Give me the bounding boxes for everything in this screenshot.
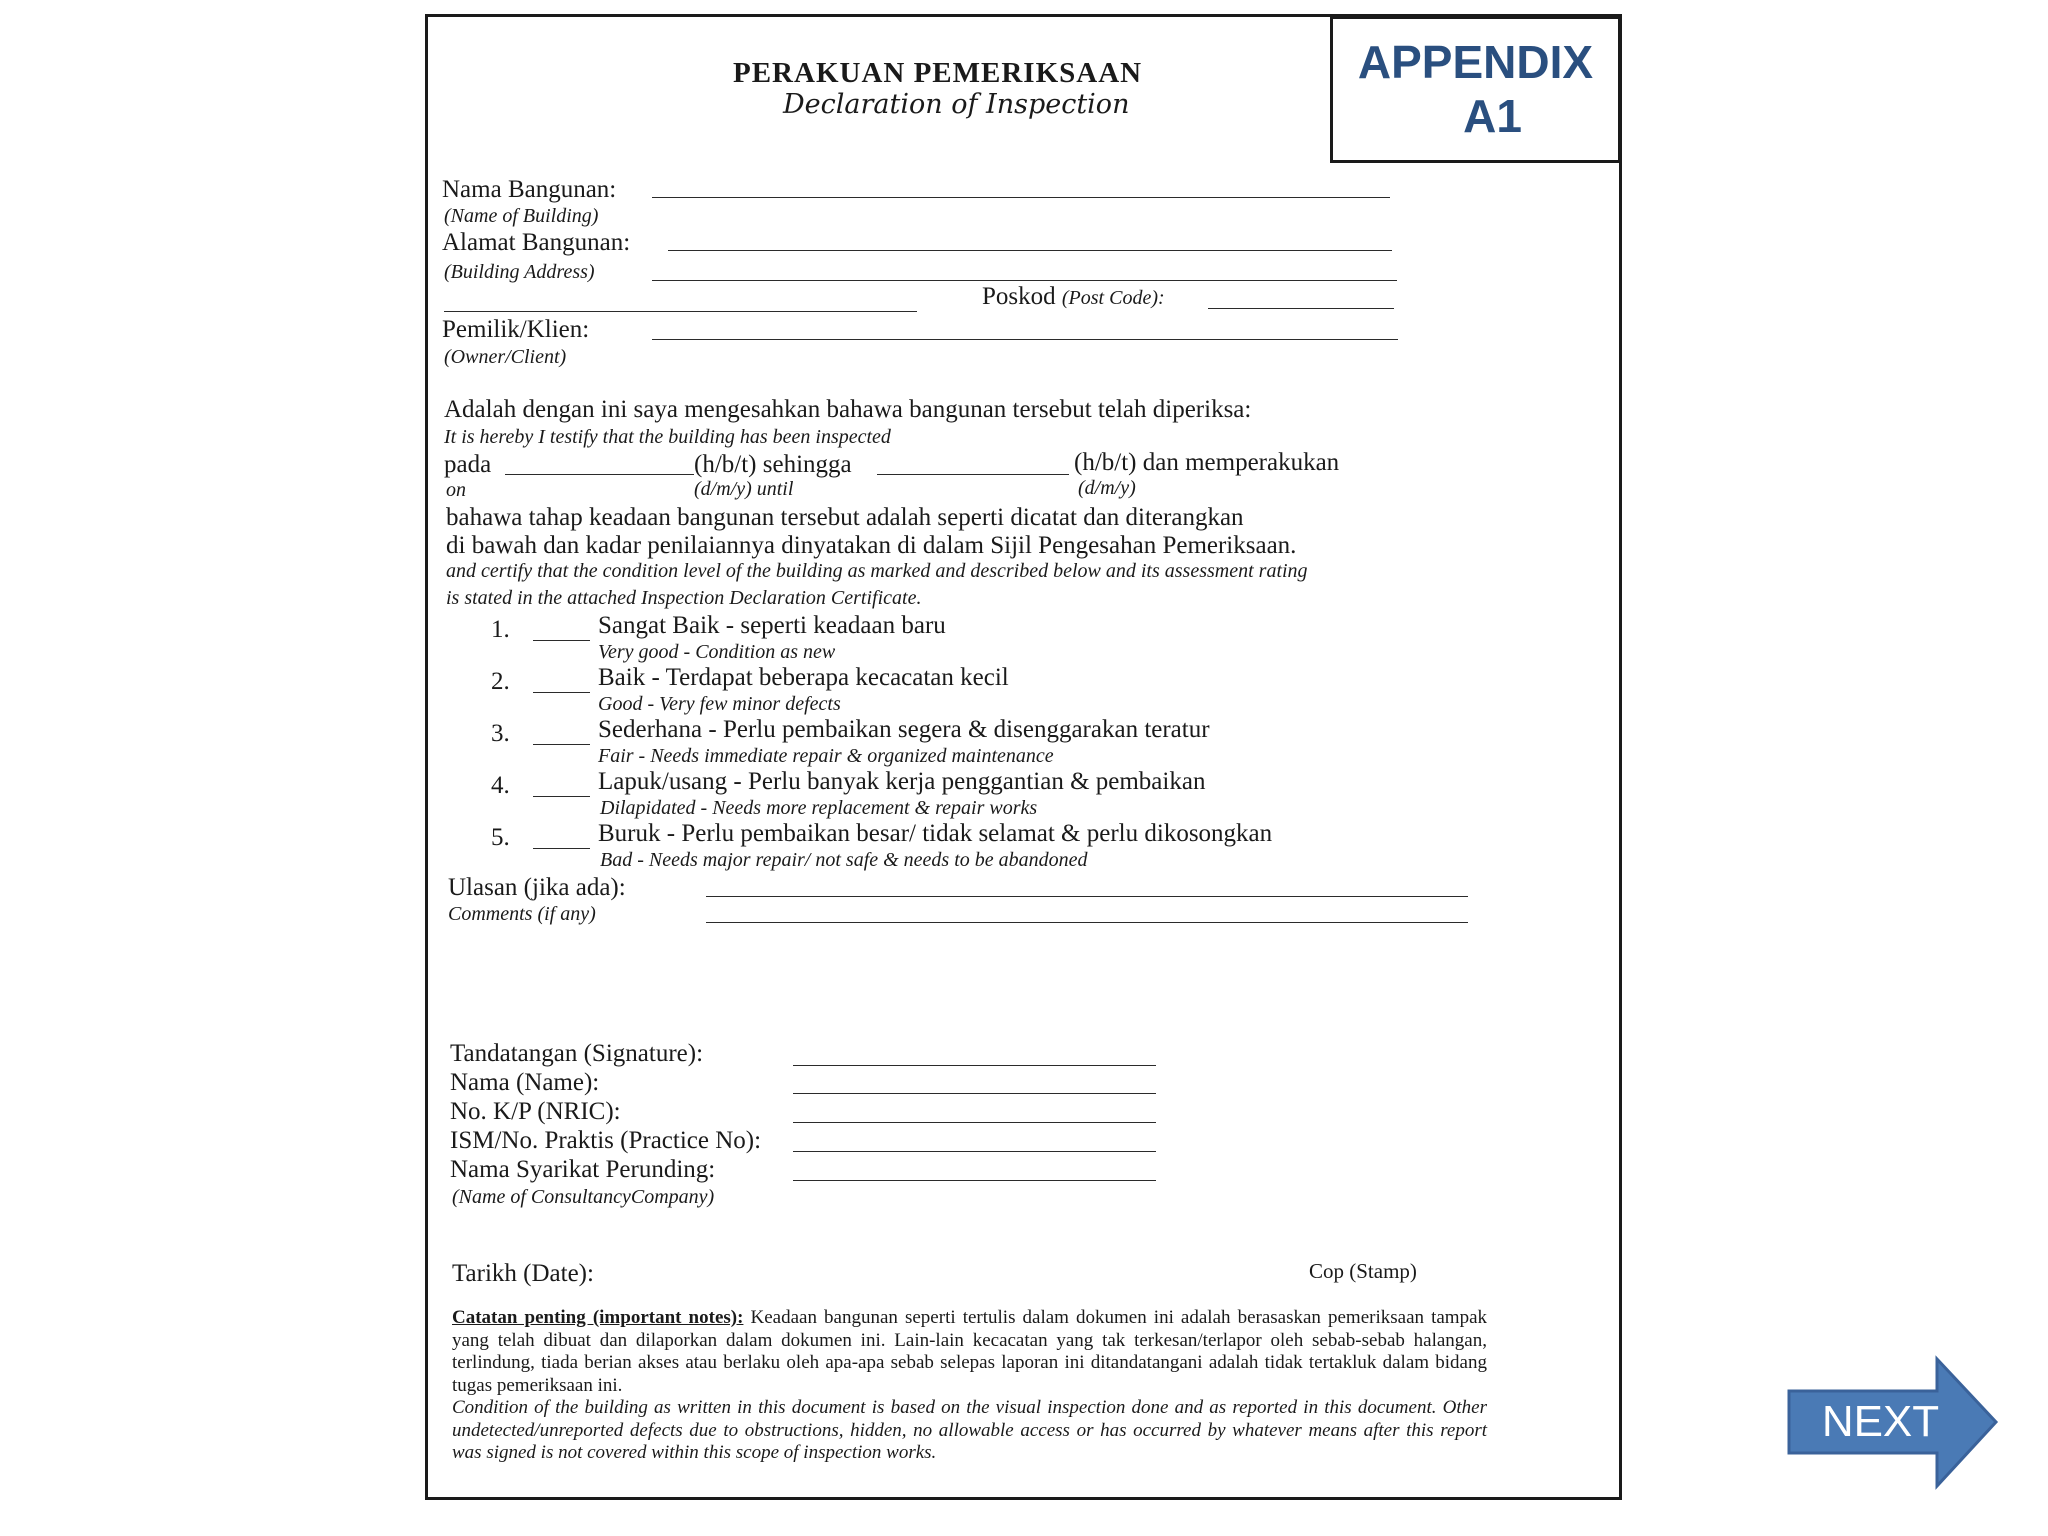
rating-text: Lapuk/usang - Perlu banyak kerja penggantian & pembaikan [598, 768, 1206, 795]
rating-text-en: Fair - Needs immediate repair & organized maintenance [598, 745, 1054, 767]
owner-line [652, 339, 1398, 340]
certify-text-2: di bawah dan kadar penilaiannya dinyatakan di dalam Sijil Pengesahan Pemeriksaan. [446, 532, 1297, 559]
postcode-label: Poskod (Post Code): [982, 283, 1165, 310]
building-address-label: Alamat Bangunan: [442, 229, 631, 256]
signer-name-line [793, 1093, 1156, 1094]
practice-no-label: ISM/No. Praktis (Practice No): [450, 1127, 762, 1154]
rating-number: 3. [491, 720, 510, 747]
rating-text: Sederhana - Perlu pembaikan segera & disenggarakan teratur [598, 716, 1210, 743]
signature-label: Tandatangan (Signature): [450, 1040, 704, 1067]
rating-blank [533, 640, 590, 641]
building-name-line [652, 197, 1390, 198]
dmy-label: (d/m/y) [1078, 477, 1136, 499]
date-label: Tarikh (Date): [452, 1260, 594, 1287]
comments-label-en: Comments (if any) [448, 903, 596, 925]
from-date-line [505, 474, 694, 475]
rating-number: 5. [491, 824, 510, 851]
company-label-en: (Name of ConsultancyCompany) [452, 1186, 715, 1208]
rating-text-en: Dilapidated - Needs more replacement & repair works [600, 797, 1038, 819]
pada-label: pada [444, 451, 492, 478]
signer-name-label: Nama (Name): [450, 1069, 600, 1096]
rating-number: 4. [491, 772, 510, 799]
stamp-label: Cop (Stamp) [1309, 1259, 1417, 1283]
company-label: Nama Syarikat Perunding: [450, 1156, 716, 1183]
certify-text-en-2: is stated in the attached Inspection Declaration Certificate. [446, 587, 922, 609]
form-subtitle: Declaration of Inspection [783, 89, 1130, 120]
next-button-label[interactable]: NEXT [1821, 1397, 1940, 1446]
comments-label: Ulasan (jika ada): [448, 874, 626, 901]
rating-text: Baik - Terdapat beberapa kecacatan kecil [598, 664, 1009, 691]
comments-line-1 [706, 896, 1468, 897]
rating-blank [533, 744, 590, 745]
rating-number: 2. [491, 668, 510, 695]
company-line [793, 1180, 1156, 1181]
postcode-line [1208, 308, 1394, 309]
signature-line [793, 1065, 1156, 1066]
form-title: PERAKUAN PEMERIKSAAN [733, 57, 1143, 89]
practice-no-line [793, 1151, 1156, 1152]
to-date-line [877, 474, 1069, 475]
from-date-unit: (h/b/t) sehingga [694, 451, 852, 478]
important-notes [452, 1307, 1487, 1465]
rating-text: Sangat Baik - seperti keadaan baru [598, 612, 946, 639]
notes-text-ms: Keadaan bangunan seperti tertulis dalam dokumen ini adalah berasaskan pemeriksaan tampak yang telah dibuat dan dilaporkan dalam dokumen ini. Lain-lain kecacatan yang tak terkesan/terlapor oleh sebab-sebab halangan, terlindung, tiada berian akses atau berlaku oleh apa-apa sebab selepas laporan ini ditandatangani adalah tidak tertakluk dalam bidang tugas pemeriksaan ini. [452, 1307, 1488, 1396]
comments-line-2 [706, 922, 1468, 923]
rating-text-en: Very good - Condition as new [598, 641, 836, 663]
nric-label: No. K/P (NRIC): [450, 1098, 621, 1125]
building-name-label-en: (Name of Building) [444, 205, 599, 227]
notes-heading: Catatan penting (important notes): [452, 1307, 744, 1328]
rating-blank [533, 848, 590, 849]
owner-label: Pemilik/Klien: [442, 316, 590, 343]
nric-line [793, 1122, 1156, 1123]
rating-text-en: Good - Very few minor defects [598, 693, 841, 715]
on-label: on [446, 479, 466, 501]
rating-blank [533, 796, 590, 797]
certify-text-1: bahawa tahap keadaan bangunan tersebut adalah seperti dicatat dan diterangkan [446, 504, 1244, 531]
rating-blank [533, 692, 590, 693]
testify-text-en: It is hereby I testify that the building has been inspected [444, 426, 891, 448]
rating-text: Buruk - Perlu pembaikan besar/ tidak selamat & perlu dikosongkan [598, 820, 1273, 847]
testify-text: Adalah dengan ini saya mengesahkan bahawa bangunan tersebut telah diperiksa: [444, 396, 1252, 423]
owner-label-en: (Owner/Client) [444, 346, 567, 368]
to-date-unit: (h/b/t) dan memperakukan [1074, 449, 1340, 476]
notes-text-en: Condition of the building as written in this document is based on the visual inspection done and as reported in this document. Other undetected/unreported defects due to obstructions, hidden, no allowable access or has occurred by whatever means after this report was signed is not covered within this scope of inspection works. [452, 1397, 1487, 1463]
building-address-line-1 [668, 250, 1392, 251]
rating-text-en: Bad - Needs major repair/ not safe & needs to be abandoned [600, 849, 1088, 871]
rating-number: 1. [491, 616, 510, 643]
certify-text-en-1: and certify that the condition level of the building as marked and described below and its assessment rating [446, 560, 1308, 582]
dmy-until-label: (d/m/y) until [694, 478, 794, 500]
building-address-line-2 [652, 280, 1397, 281]
appendix-box [1330, 16, 1621, 163]
appendix-number: A1 [1463, 90, 1522, 142]
building-address-label-en: (Building Address) [444, 261, 595, 283]
building-address-line-3 [444, 311, 917, 312]
appendix-label: APPENDIX [1357, 36, 1594, 88]
building-name-label: Nama Bangunan: [442, 176, 617, 203]
